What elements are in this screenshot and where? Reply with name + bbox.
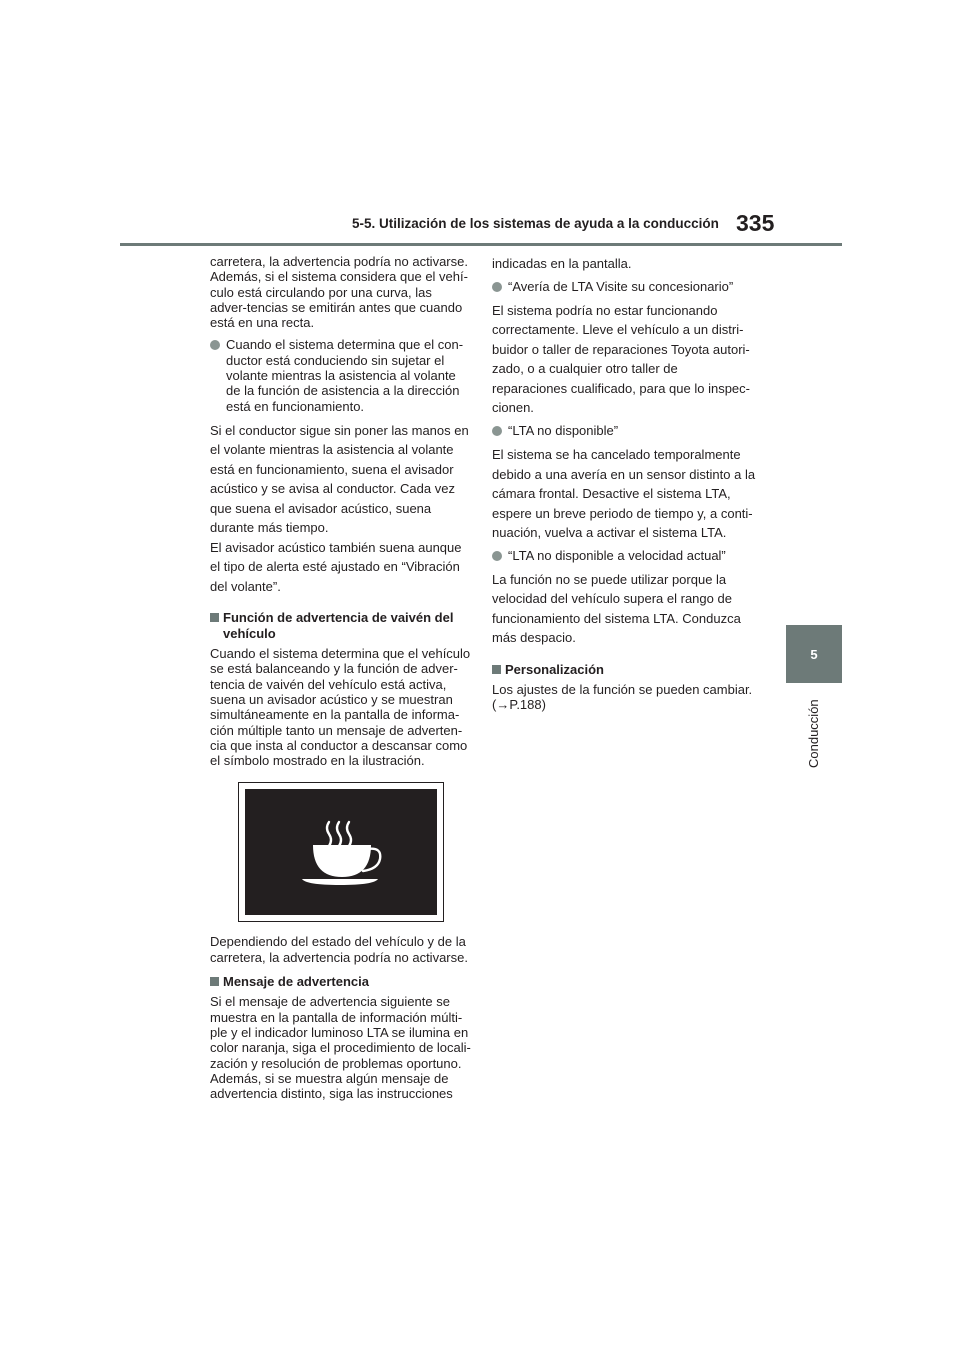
section-heading xyxy=(492,662,756,677)
paragraph: carretera, la advertencia podría no activarse. Además, si el sistema considera que el vehí-culo está circulando por una curva, las adver-tencias se emitirán antes que cuando está en una recta. xyxy=(210,254,468,331)
coffee-cup-icon xyxy=(245,789,437,915)
bullet-dot-icon xyxy=(492,282,502,292)
section-square-icon xyxy=(210,977,219,986)
right-column xyxy=(492,254,756,720)
paragraph: Si el conductor sigue sin poner las manos en el volante mientras la asistencia al volante está en funcionamiento, suena el avisador acústico y se avisa al conductor. Cada vez que suena el avisador acústico, suena durante más tiempo. xyxy=(210,422,469,536)
bullet-dot-icon xyxy=(492,551,502,561)
bullet-dot-icon xyxy=(210,340,220,350)
bullet-text: “LTA no disponible” xyxy=(508,422,619,438)
chapter-label: Conducción xyxy=(806,699,821,768)
bullet-text: Cuando el sistema determina que el con-ductor está conduciendo sin sujetar el volante mientras la asistencia al volante de la función de asistencia a la dirección está en funcionamiento. xyxy=(226,337,464,414)
bullet-item xyxy=(492,279,756,294)
header-divider xyxy=(120,243,842,246)
paragraph: Cuando el sistema determina que el vehículo se está balanceando y la función de adver-tencia de vaivén del vehículo está activa, suena un avisador acústico y se muestran simultáneamente en la pantalla de informa-ción múltiple tanto un mensaje de adverten-cia que insta al conductor a descansar como el símbolo mostrado en la ilustración. xyxy=(210,646,471,769)
paragraph: Si el mensaje de advertencia siguiente se muestra en la pantalla de información múlti-ple y el indicador luminoso LTA se ilumina en color naranja, siga el procedimiento de locali-zación y resolución de problemas oportuno. Además, si se muestra algún mensaje de advertencia distinto, siga las instrucciones xyxy=(210,994,471,1102)
chapter-number: 5 xyxy=(810,646,818,662)
section-heading-text: Personalización xyxy=(505,661,604,677)
section-heading xyxy=(210,974,472,989)
page-number: 335 xyxy=(736,210,775,236)
chapter-tab[interactable] xyxy=(786,625,842,683)
bullet-text: “LTA no disponible a velocidad actual” xyxy=(508,547,726,563)
bullet-item xyxy=(492,548,756,563)
section-heading-text: Función de advertencia de vaivén del vehículo xyxy=(223,610,454,641)
paragraph: El sistema se ha cancelado temporalmente debido a una avería en un sensor distinto a la cámara frontal. Desactive el sistema LTA, espere un breve periodo de tiempo y, a conti-nuación, vuelva a activar el sistema LTA. xyxy=(492,447,756,541)
display-screen xyxy=(245,789,437,915)
paragraph: indicadas en la pantalla. xyxy=(492,256,632,271)
section-square-icon xyxy=(492,665,501,674)
paragraph: La función no se puede utilizar porque la velocidad del vehículo supera el rango de funcionamiento del sistema LTA. Conduzca más despacio. xyxy=(492,571,741,646)
section-square-icon xyxy=(210,613,219,622)
section-heading-text: Mensaje de advertencia xyxy=(223,974,369,990)
bullet-item xyxy=(492,423,756,438)
section-heading xyxy=(210,610,472,641)
paragraph: Los ajustes de la función se pueden cambiar. (→P.188) xyxy=(492,682,753,713)
bullet-dot-icon xyxy=(492,426,502,436)
bullet-item xyxy=(210,337,472,413)
left-column xyxy=(210,254,472,1108)
warning-illustration xyxy=(238,782,444,922)
paragraph: El sistema podría no estar funcionando correctamente. Lleve el vehículo a un distri-buidor o taller de reparaciones Toyota autori-zado, o a cualquier otro taller de reparaciones cualificado, para que lo inspec-cionen. xyxy=(492,302,750,416)
paragraph: El avisador acústico también suena aunque el tipo de alerta esté ajustado en “Vibración del volante”. xyxy=(210,539,462,594)
paragraph: Dependiendo del estado del vehículo y de la carretera, la advertencia podría no activarse. xyxy=(210,934,468,965)
section-title: 5-5. Utilización de los sistemas de ayuda a la conducción xyxy=(352,216,719,231)
bullet-text: “Avería de LTA Visite su concesionario” xyxy=(508,278,734,294)
